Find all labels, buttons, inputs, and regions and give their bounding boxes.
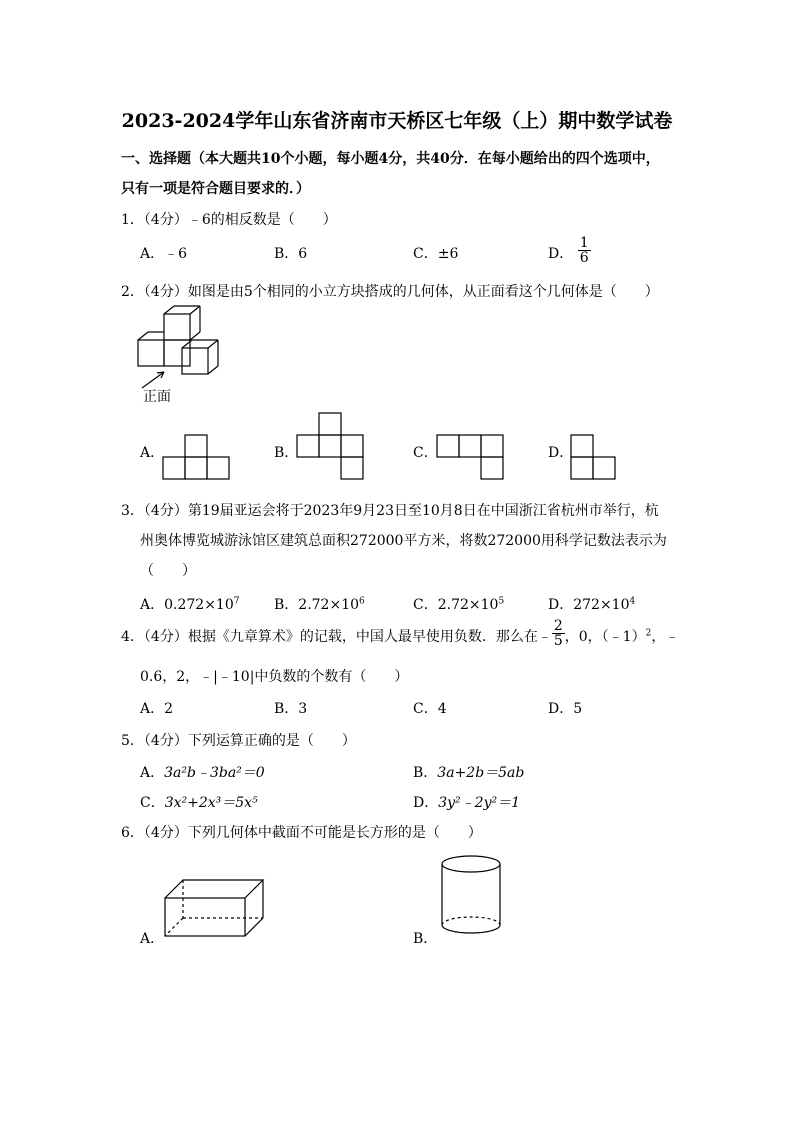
q3-option-a-exp: 7 [233, 596, 240, 607]
page-title: 2023-2024学年山东省济南市天桥区七年级（上）期中数学试卷 [121, 110, 673, 132]
q4-line1-exp: 2 [645, 628, 652, 639]
q5-stem: 5．（4分）下列运算正确的是（ ） [121, 733, 356, 749]
q1-option-b[interactable]: B．6 [274, 246, 308, 262]
q3-option-b[interactable] [274, 594, 365, 614]
q2-stem: 2．（4分）如图是由5个相同的小立方块搭成的几何体，从正面看这个几何体是（ ） [121, 284, 659, 300]
q5-option-d-text: 3y²﹣2y²＝1 [438, 795, 520, 811]
q6-stem: 6．（4分）下列几何体中截面不可能是长方形的是（ ） [121, 825, 482, 841]
fraction-denominator: 5 [553, 632, 563, 649]
q5-option-d[interactable] [413, 792, 520, 812]
fraction-numerator: 2 [553, 617, 563, 634]
q1-option-d[interactable] [548, 234, 591, 266]
q4-option-c[interactable]: C．4 [413, 701, 447, 717]
q4-fraction [552, 619, 565, 648]
q2-option-d-label[interactable]: D． [548, 445, 574, 461]
q1-option-c[interactable]: C．±6 [413, 246, 459, 262]
q1-option-a[interactable]: A．﹣6 [140, 246, 188, 262]
q4-line1 [121, 617, 680, 649]
q3-option-b-label: B． [274, 597, 299, 613]
q2-front-label: 正面 [143, 389, 171, 405]
section-heading-line2: 只有一项是符合题目要求的．） [121, 181, 310, 197]
q4-frac-sign: ﹣ [537, 629, 552, 645]
q2-option-b-label[interactable]: B． [274, 445, 299, 461]
q4-option-a[interactable]: A．2 [140, 701, 174, 717]
q3-option-b-exp: 6 [359, 596, 365, 607]
q2-option-b-figure[interactable] [297, 413, 367, 481]
q5-option-b-text: 3a+2b＝5ab [437, 765, 525, 781]
q3-line3: （ ） [140, 563, 196, 579]
q3-option-c-exp: 5 [498, 596, 505, 607]
q3-line1: 3．（4分）第19届亚运会将于2023年9月23日至10月8日在中国浙江省杭州市举行，杭 [121, 503, 659, 519]
q3-option-a-label: A． [140, 597, 165, 613]
q6-option-b-label[interactable]: B． [413, 931, 438, 947]
q3-option-d-base: 272×10 [573, 597, 630, 613]
q3-option-d-label: D． [548, 597, 574, 613]
q1-option-d-label: D． [548, 246, 574, 262]
q4-line1-b: ，0，（﹣1） [564, 629, 646, 645]
q4-line1-a: 4．（4分）根据《九章算术》的记载，中国人最早使用负数．那么在 [121, 629, 538, 645]
q4-line2: 0.6，2，﹣|﹣10|中负数的个数有（ ） [140, 669, 409, 685]
q3-option-c-base: 2.72×10 [437, 597, 499, 613]
q4-option-b[interactable]: B．3 [274, 701, 308, 717]
q2-option-d-figure[interactable] [571, 435, 621, 481]
q3-option-c[interactable] [413, 594, 504, 614]
q1-option-d-fraction [578, 236, 591, 265]
q5-option-a[interactable] [140, 762, 265, 782]
q3-option-d[interactable] [548, 594, 635, 614]
q5-option-d-label: D． [413, 795, 439, 811]
q5-option-b-label: B． [413, 765, 438, 781]
q6-option-a-cuboid-figure[interactable] [163, 876, 267, 940]
q3-option-a-base: 0.272×10 [164, 597, 234, 613]
q5-option-b[interactable] [413, 762, 524, 782]
q5-option-c[interactable] [140, 792, 258, 812]
q5-option-c-label: C． [140, 795, 165, 811]
q6-option-b-cylinder-figure[interactable] [440, 855, 504, 937]
q4-line1-c: ，﹣ [651, 629, 680, 645]
q5-option-a-text: 3a²b﹣3ba²＝0 [164, 765, 265, 781]
q3-option-a[interactable] [140, 594, 239, 614]
q2-option-a-label[interactable]: A． [140, 445, 165, 461]
q2-option-c-label[interactable]: C． [413, 445, 438, 461]
q5-option-c-text: 3x²+2x³＝5x⁵ [164, 795, 258, 811]
q1-stem: 1．（4分）﹣6的相反数是（ ） [121, 212, 337, 228]
q6-option-a-label[interactable]: A． [140, 931, 165, 947]
q2-option-c-figure[interactable] [437, 435, 507, 481]
q4-option-d[interactable]: D．5 [548, 701, 583, 717]
q3-option-d-exp: 4 [629, 596, 636, 607]
q3-option-b-base: 2.72×10 [298, 597, 360, 613]
q2-option-a-figure[interactable] [163, 435, 233, 481]
section-heading-line1: 一、选择题（本大题共10个小题，每小题4分，共40分．在每小题给出的四个选项中， [121, 151, 660, 167]
q3-option-c-label: C． [413, 597, 438, 613]
q5-option-a-label: A． [140, 765, 165, 781]
q3-line2: 州奥体博览城游泳馆区建筑总面积272000平方米，将数272000用科学记数法表示为 [140, 533, 667, 549]
fraction-numerator: 1 [579, 234, 589, 251]
fraction-denominator: 6 [579, 249, 589, 266]
